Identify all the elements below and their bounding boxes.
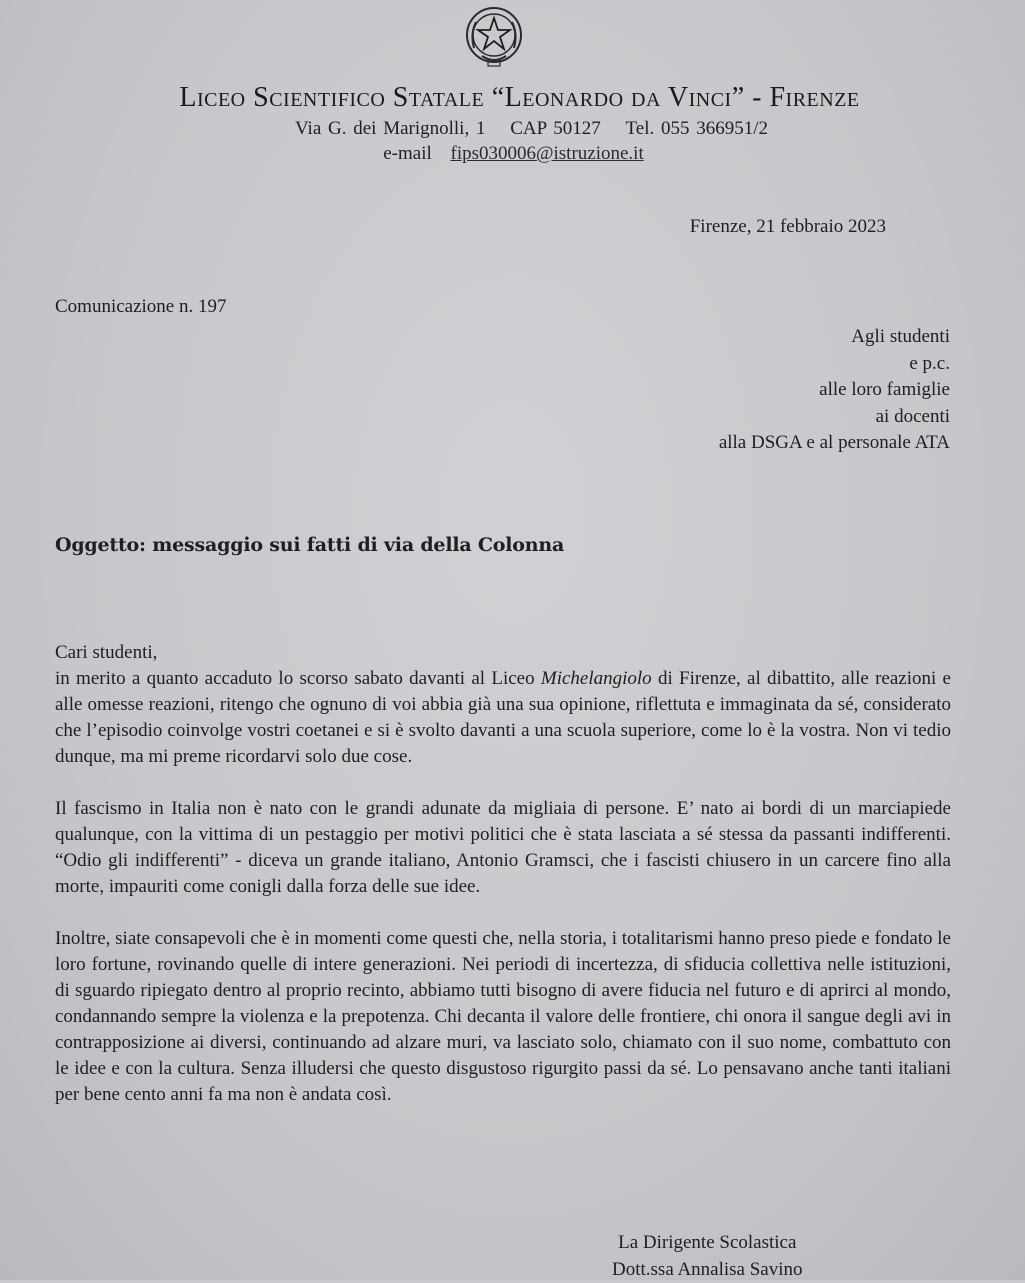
salutation: Cari studenti, [55, 642, 158, 663]
letter-body [55, 640, 951, 1134]
email-line [0, 143, 1025, 165]
signature-name: Dott.ssa Annalisa Savino [612, 1259, 803, 1280]
letter-date: Firenze, 21 febbraio 2023 [689, 216, 886, 237]
recipients-block [719, 324, 950, 457]
school-name-italic: Michelangiolo [540, 668, 652, 689]
email-link[interactable]: fips030006@istruzione.it [450, 143, 644, 164]
recipient-line: alla DSGA e al personale ATA [718, 432, 950, 453]
email-label: e-mail [383, 143, 432, 164]
paragraph-1 [55, 640, 951, 770]
paragraph-1-text-start: in merito a quanto accaduto lo scorso sabato davanti al Liceo [55, 668, 541, 689]
school-name: Liceo Scientifico Statale “Leonardo da Vinci” - Firenze [179, 82, 860, 113]
italian-republic-emblem-icon [462, 4, 526, 70]
paragraph-2: Il fascismo in Italia non è nato con le grandi adunate da migliaia di persone. E’ nato ai bordi di un marciapiede qualunque, con la vittima di un pestaggio per motivi politici che è stata lasciata a sé stessa da passanti indifferenti. “Odio gli indifferenti” - diceva un grande italiano, Antonio Gramsci, che i fascisti chiusero in un carcere fino alla morte, impauriti come conigli dalla forza delle sue idee. [55, 798, 951, 897]
recipient-line: alle loro famiglie [819, 379, 950, 400]
recipient-line: e p.c. [909, 352, 950, 374]
paragraph-1-text-end: di Firenze, al dibattito, alle reazioni e alle omesse reazioni, ritengo che ognuno di voi abbia già una sua opinione, riflettuta e immaginata da sé, considerato che l’episodio coinvolge vostri coetanei e si è svolto davanti a una scuola superiore, come lo è la vostra. Non vi tedio dunque, ma mi preme ricordarvi solo due cose. [55, 668, 951, 767]
paragraph-3: Inoltre, siate consapevoli che è in momenti come questi che, nella storia, i totalitarismi hanno preso piede e fondato le loro fortune, rovinando quelle di intere generazioni. Nei periodi di incertezza, di sfiducia collettiva nelle istituzioni, di sguardo ripiegato dentro al proprio recinto, abbiamo tutti bisogno di avere fiducia nel futuro e di aprirci al mondo, condannando sempre la violenza e la prepotenza. Chi decanta il valore delle frontiere, chi onora il sangue degli avi in contrapposizione ai diversi, continuando ad alzare muri, va lasciato solo, chiamato con il suo nome, combattuto con le idee e con la cultura. Senza illudersi che questo disgustoso rigurgito passi da sé. Lo pensavano anche tanti italiani per bene cento anni fa ma non è andata così. [55, 928, 951, 1105]
signature-title: La Dirigente Scolastica [618, 1232, 797, 1253]
street-address: Via G. dei Marignolli, 1 [294, 118, 486, 139]
recipient-line: ai docenti [875, 405, 950, 427]
subject-line: Oggetto: messaggio sui fatti di via della Colonna [55, 534, 565, 556]
communication-number: Comunicazione n. 197 [55, 296, 227, 317]
postal-code: CAP 50127 [510, 118, 601, 139]
telephone: Tel. 055 366951/2 [625, 118, 769, 139]
signature-block [612, 1229, 803, 1283]
school-address-line [0, 118, 1025, 140]
recipient-line: Agli studenti [851, 326, 950, 347]
